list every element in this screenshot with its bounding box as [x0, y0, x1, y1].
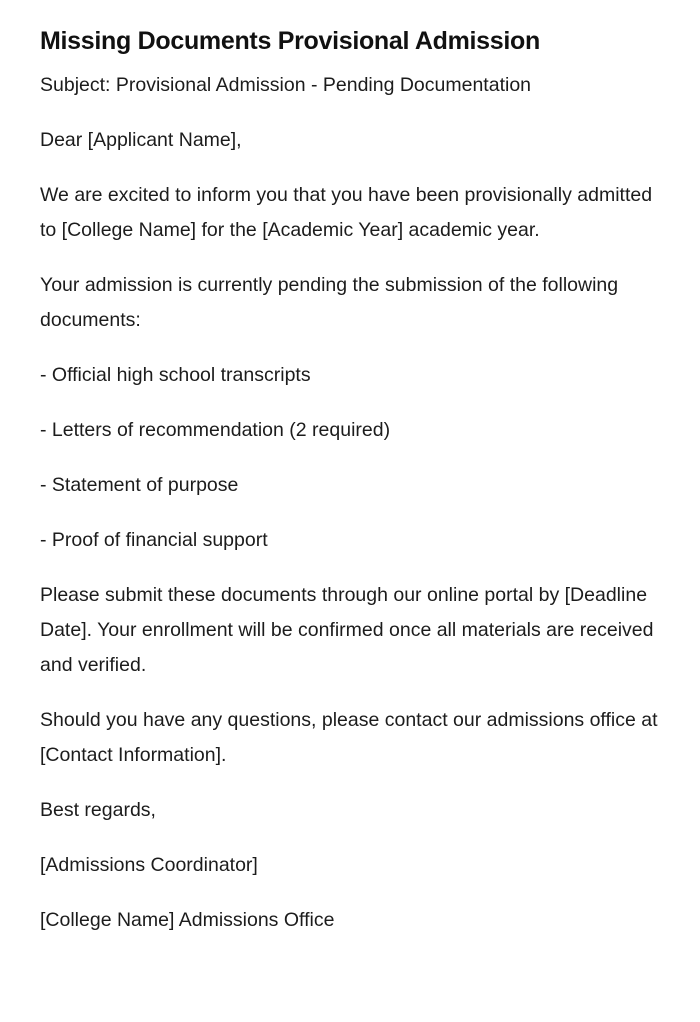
document-list-item: - Proof of financial support	[40, 529, 268, 551]
salutation: Dear [Applicant Name],	[40, 129, 242, 151]
subject-line: Subject: Provisional Admission - Pending Documentation	[40, 74, 532, 96]
document-list-item: - Statement of purpose	[40, 474, 239, 496]
instructions-paragraph: Please submit these documents through our online portal by [Deadline Date]. Your enrollment will be confirmed once all materials are received and verified.	[40, 584, 654, 676]
document-list-item: - Letters of recommendation (2 required)	[40, 419, 391, 441]
document-title: Missing Documents Provisional Admission	[40, 27, 540, 55]
closing: Best regards,	[40, 799, 156, 821]
document-list-item: - Official high school transcripts	[40, 364, 311, 386]
intro-paragraph: We are excited to inform you that you have been provisionally admitted to [College Name] for the [Academic Year] academic year.	[40, 184, 653, 241]
signature-office: [College Name] Admissions Office	[40, 909, 335, 931]
signature-name: [Admissions Coordinator]	[40, 854, 258, 876]
pending-note: Your admission is currently pending the submission of the following documents:	[40, 274, 619, 331]
contact-paragraph: Should you have any questions, please contact our admissions office at [Contact Information].	[40, 709, 658, 766]
